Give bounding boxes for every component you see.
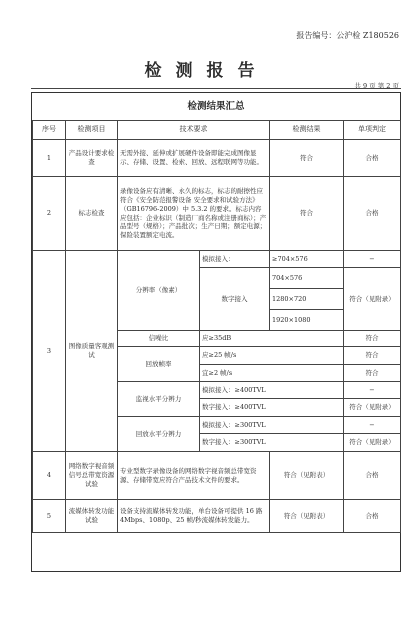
test-result: 符合（见附表） — [270, 500, 344, 533]
results-summary-sheet — [31, 92, 401, 572]
verdict: 合格 — [344, 500, 401, 533]
playback-digital-result: 符合（见附录） — [344, 434, 401, 452]
header-item: 检测项目 — [66, 121, 118, 140]
playback-fps-result: 符合 — [344, 365, 401, 382]
monitor-digital-result: 符合（见附录） — [344, 399, 401, 417]
technical-requirement: 专业型数字录像设备的网络数字视音频总带宽资源、存储带宽应符合产品技术文件的要求。 — [118, 452, 270, 500]
test-result: 符合（见附表） — [270, 452, 344, 500]
playback-fps-label: 回放帧率 — [118, 347, 200, 382]
table-row — [33, 140, 401, 177]
digital-resolution-result: 符合（见附录） — [344, 268, 401, 331]
header-result: 检测结果 — [270, 121, 344, 140]
verdict: 合格 — [344, 177, 401, 251]
test-result: 符合 — [270, 177, 344, 251]
row-number: 4 — [33, 452, 66, 500]
results-table — [32, 120, 401, 533]
table-row — [33, 500, 401, 533]
resolution-label: 分辨率（像素） — [118, 251, 200, 331]
report-number: 报告编号：公沪检 Z180526 — [296, 31, 399, 40]
analog-resolution-result: − — [344, 251, 401, 268]
playback-analog-result: − — [344, 417, 401, 434]
row-number: 2 — [33, 177, 66, 251]
test-item: 标志检查 — [66, 177, 118, 251]
monitor-resolution-label: 监视水平分辨力 — [118, 382, 200, 417]
header-requirement: 技术要求 — [118, 121, 270, 140]
analog-input-label: 模拟接入： — [200, 251, 270, 268]
digital-input-label: 数字接入 — [200, 268, 270, 331]
test-item: 网络数字视音频信号总带宽资源试验 — [66, 452, 118, 500]
table-header-row — [33, 121, 401, 140]
page-indicator: 共 9 页 第 2 页 — [354, 82, 399, 90]
verdict: 合格 — [344, 140, 401, 177]
test-item: 图像质量客观测试 — [66, 251, 118, 452]
header-rule — [31, 88, 401, 89]
table-row — [33, 251, 401, 268]
digital-resolution-option: 704×576 — [270, 268, 344, 289]
playback-fps-requirement: 宜≥2 帧/s — [200, 365, 344, 382]
monitor-digital-requirement: 数字接入：≥400TVL — [200, 399, 344, 417]
header-verdict: 单项判定 — [344, 121, 401, 140]
table-row — [33, 452, 401, 500]
analog-resolution-req: ≥704×576 — [270, 251, 344, 268]
snr-result: 符合 — [344, 331, 401, 347]
technical-requirement: 录像设备应有清晰、永久的标志，标志的耐擦性应符合《安全防范报警设备 安全要求和试验方法》（GB16796-2009）中 5.3.2 的要求。标志内容应包括：企业标识（制造厂商名称或注册商标）；产品型号（规格）；产品批次；生产日期；额定电源；保险装置额定电流。 — [118, 177, 270, 251]
playback-fps-requirement: 应≥25 帧/s — [200, 347, 344, 365]
test-item: 流媒体转发功能试验 — [66, 500, 118, 533]
table-row — [33, 177, 401, 251]
digital-resolution-option: 1280×720 — [270, 289, 344, 310]
row-number: 3 — [33, 251, 66, 452]
digital-resolution-option: 1920×1080 — [270, 310, 344, 331]
technical-requirement: 无需外接、延伸或扩展硬件设备即能完成图像显示、存储、设置、检索、回放、远程联网等功能。 — [118, 140, 270, 177]
monitor-analog-requirement: 模拟接入：≥400TVL — [200, 382, 344, 399]
summary-table-title: 检测结果汇总 — [32, 93, 400, 121]
playback-resolution-label: 回放水平分辨力 — [118, 417, 200, 452]
verdict: 合格 — [344, 452, 401, 500]
monitor-analog-result: − — [344, 382, 401, 399]
playback-fps-result: 符合 — [344, 347, 401, 365]
test-item: 产品设计要求检查 — [66, 140, 118, 177]
snr-label: 信噪比 — [118, 331, 200, 347]
test-result: 符合 — [270, 140, 344, 177]
row-number: 1 — [33, 140, 66, 177]
playback-analog-requirement: 模拟接入：≥300TVL — [200, 417, 344, 434]
snr-requirement: 应≥35dB — [200, 331, 344, 347]
header-no: 序号 — [33, 121, 66, 140]
page-title: 检测报告 — [144, 61, 269, 81]
row-number: 5 — [33, 500, 66, 533]
playback-digital-requirement: 数字接入：≥300TVL — [200, 434, 344, 452]
technical-requirement: 设备支持流媒体转发功能，单台设备可提供 16 路 4Mbps、1080p、25 帧/秒流媒体转发能力。 — [118, 500, 270, 533]
